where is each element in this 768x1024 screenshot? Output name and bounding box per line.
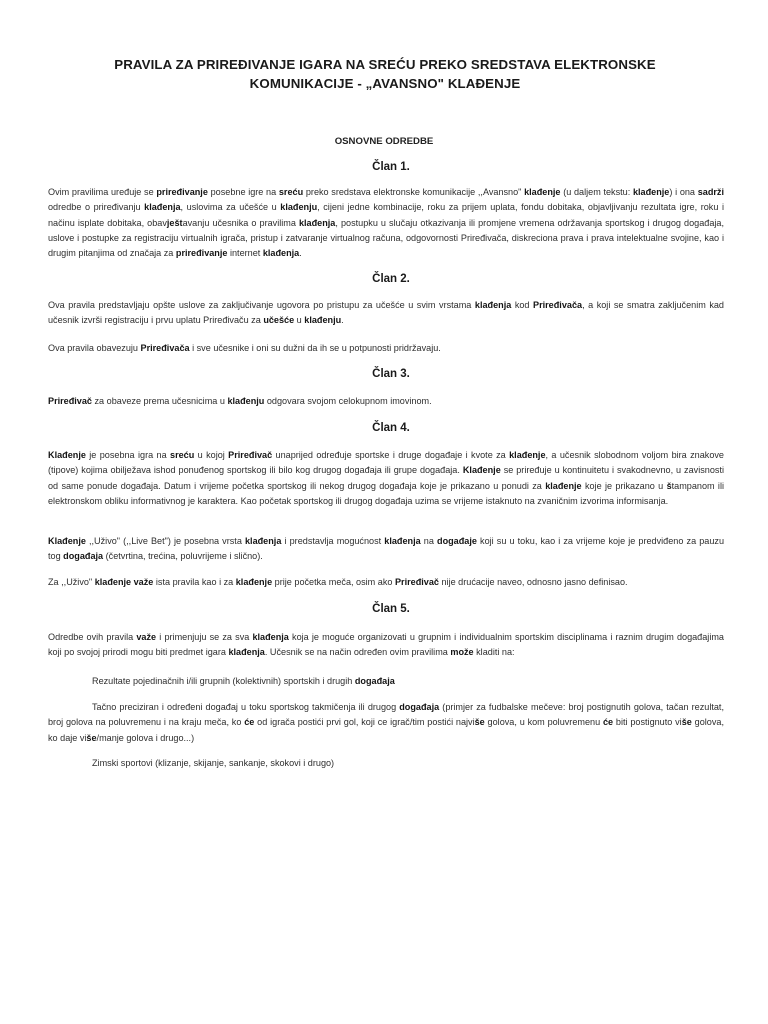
text-run: tampanom ili elektronskom obliku informativnog je karaktera. Kao početak sportskog ili drugog događaja uzima se vrijeme istaknuto na zvaničnim izvorima informisanja. [48,480,724,506]
text-run: /manje golova i drugo...) [96,732,195,743]
text-run: , cijeni jedne kombinacije, roku za prijem uplata, fondu dobitaka, objavljivanju rezultata igre, roku i načinu isplate dobitaka, obav [48,202,724,228]
text-run: , a koji se smatra zaključenim kad učesnik izvrši registraciju i prvu uplatu Priređivaču za [48,300,724,326]
bold-term: ješt [166,217,183,228]
article-3-heading: Član 3. [372,368,410,380]
article-5-item-3 [92,756,726,771]
article-3-paragraph-1 [48,394,724,409]
bold-term: priređivanje [175,248,228,259]
bold-term: događaja [399,702,440,712]
article-5-item-2 [48,700,724,746]
bold-term: klađenja [244,536,282,546]
text-run: na [420,536,438,546]
article-1-heading: Član 1. [372,161,410,173]
bold-term: Priređivača [140,343,190,353]
document-title [60,55,710,93]
text-run: golova, ko daje vi [48,717,724,743]
text-run: je posebna igra na [85,450,171,460]
article-4-paragraph-2 [48,534,724,565]
bold-term: Klađenje [462,465,501,476]
bold-term: Klađenje [48,450,86,460]
bold-term: učešće [263,315,295,326]
article-1-paragraph-1 [48,185,724,261]
article-4-heading: Član 4. [372,422,410,434]
article-4-paragraph-1 [48,448,724,509]
article-4-paragraph-3 [48,575,724,590]
text-run: golova, u kom poluvremenu [484,717,603,728]
text-run: . Učesnik se na način određen ovim pravilima [264,647,451,658]
bold-term: klađenje [235,577,273,587]
text-run: za obaveze prema učesnicima u [91,396,228,406]
bold-term: klađenje [94,577,132,587]
bold-term: važe [133,577,154,587]
text-run: , a učesnik slobodnom voljom bira znakove (tipove) kojima obilježava ishod ponuđenog sportskog ili bilo kog drugog događaja ili grupe događaja. [48,450,724,476]
text-run: , postupku u slučaju otkazivanja ili promjene vremena održavanja sportskog i drugog događaja, uslove i postupke za registraciju virtualnih igrača, pristup i zatvaranje virtualnog računa, odgovornosti Priređivača, diskreciona prava i prava intelektualne svojine, kao i drugim pitanjima od značaja za [48,217,724,259]
text-run: avanju učesnika o pravilima [182,217,299,228]
text-run: ista pravila kao i za [153,577,236,587]
bold-term: sreću [278,187,304,197]
text-run: od igrača postići prvi gol, koji ce igrač/tim postići najvi [254,717,475,728]
text-run: posebne igre na [207,187,279,197]
text-run: Tačno preciziran i određeni događaj u toku sportskog takmičenja ili drugog [92,702,400,712]
text-run: unaprijed određuje sportske i druge događaje i kvote za [272,450,510,460]
text-run: (četvrtina, trećina, poluvrijeme i slično). [103,551,263,562]
bold-term: še [681,717,692,728]
bold-term: važe [136,632,157,642]
text-run: (primjer za fudbalske mečeve: broj postignutih golova, tačan rezultat, broj golova na poluvremenu i na kraju meča, ko [48,702,724,728]
text-run: biti postignuto vi [613,717,682,728]
text-run: i primenjuju se za sva [156,632,253,642]
title-line-1: PRAVILA ZA PRIREĐIVANJE IGARA NA SREĆU PREKO SREDSTAVA ELEKTRONSKE [114,57,656,72]
text-run: Ovim pravilima uređuje se [48,187,157,197]
text-run: Zimski sportovi (klizanje, skijanje, sankanje, skokovi i drugo) [92,758,335,768]
bold-term: klađenje [524,187,561,197]
article-2-paragraph-2 [48,341,724,356]
text-run: , uslovima za učešće u [180,202,281,213]
bold-term: klađenja [228,647,265,658]
text-run: (u daljem tekstu: [560,187,633,197]
article-5-paragraph-1 [48,630,724,661]
text-run: internet [227,248,263,259]
text-run: i predstavlja mogućnost [281,536,385,546]
bold-term: klađenje [545,480,582,491]
section-heading: OSNOVNE ODREDBE [334,136,434,147]
bold-term: klađenju [227,396,265,406]
title-line-2: KOMUNIKACIJE - „AVANSNO" KLAĐENJE [249,76,521,91]
text-run: Za ,,Uživo" [48,577,95,587]
bold-term: sadrži [697,187,724,197]
text-run: koja je moguće organizovati u grupnim i individualnim sportskim disciplinama i raznim drugim događajima koji po svojoj prirodi mogu biti predmet igara [48,632,724,658]
text-run: se priređuje u kontinuitetu i svakodnevno, u zavisnosti od same ponude događaja. Datum i vrijeme početka sportskog ili nekog drugog događaja koje je prikazano u ponudi za [48,465,724,491]
bold-term: događaja [63,551,104,562]
article-2-paragraph-1 [48,298,724,329]
bold-term: će [244,717,255,728]
text-run: prije početka meča, osim ako [272,577,395,587]
bold-term: događaja [354,676,395,686]
text-run: ) i ona [669,187,698,197]
text-run: odgovara svojom celokupnom imovinom. [264,396,432,406]
bold-term: događaje [437,536,477,546]
bold-term: klađenju [280,202,318,213]
text-run: . [299,248,302,259]
bold-term: Priređivač [394,577,439,587]
article-5-item-1 [92,674,726,689]
text-run: kod [511,300,534,310]
bold-term: klađenja [252,632,289,642]
bold-term: klađenje [509,450,546,460]
bold-term: Priređivač [48,396,92,406]
text-run: u kojoj [194,450,229,460]
text-run: Ova pravila predstavljaju opšte uslove za zaključivanje ugovora po pristupu za učešće u svim vrstama [48,300,475,310]
bold-term: Priređivača [533,300,583,310]
text-run: koji su u toku, kao i za vrijeme koje je predviđeno za pauzu tog [48,536,724,562]
text-run: ,,Uživo" (,,Live Bet") je posebna vrsta [85,536,245,546]
bold-term: klađenja [384,536,421,546]
bold-term: može [450,647,474,658]
bold-term: Priređivač [228,450,273,460]
text-run: Odredbe ovih pravila [48,632,137,642]
text-run: kladiti na: [473,647,515,658]
bold-term: će [602,717,614,728]
bold-term: priređivanje [156,187,208,197]
bold-term: Klađenje [48,536,86,546]
bold-term: klađenja [474,300,512,310]
text-run: koje je prikazano u [581,480,667,491]
text-run: Ova pravila obavezuju [48,343,141,353]
text-run: . [341,315,344,326]
bold-term: še [86,732,97,743]
text-run: odredbe o priređivanju [48,202,145,213]
text-run: u [294,315,305,326]
text-run: Rezultate pojedinačnih i/ili grupnih (kolektivnih) sportskih i drugih [92,676,355,686]
bold-term: š [666,480,672,491]
text-run: i sve učesnike i oni su dužni da ih se u potpunosti pridržavaju. [189,343,441,353]
bold-term: klađenja [144,202,181,213]
article-2-heading: Član 2. [372,273,410,285]
bold-term: sreću [170,450,195,460]
bold-term: klađenja [262,248,300,259]
text-run: preko sredstava elektronske komunikacije ,,Avansno" [303,187,525,197]
bold-term: še [474,717,485,728]
bold-term: klađenja [298,217,336,228]
article-5-heading: Član 5. [372,603,410,615]
bold-term: klađenju [304,315,342,326]
bold-term: klađenje [632,187,670,197]
text-run: nije drućacije naveo, odnosno jasno definisao. [438,577,628,587]
